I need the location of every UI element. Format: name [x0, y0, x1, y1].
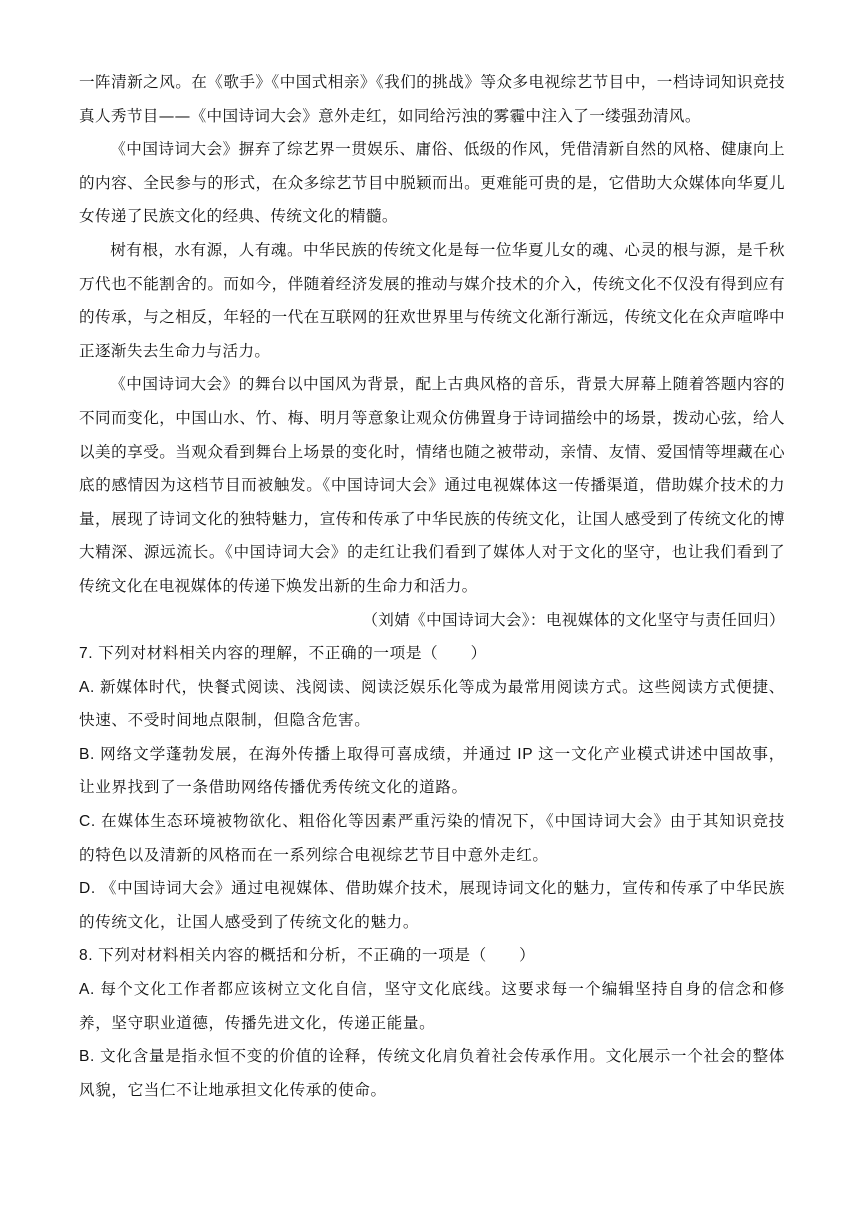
document-page: [79, 66, 785, 1107]
question-option: A. 新媒体时代，快餐式阅读、浅阅读、阅读泛娱乐化等成为最常用阅读方式。这些阅读方式便捷、快速、不受时间地点限制，但隐含危害。: [79, 678, 785, 730]
question-option: C. 在媒体生态环境被物欲化、粗俗化等因素严重污染的情况下，《中国诗词大会》由于其知识竞技的特色以及清新的风格而在一系列综合电视综艺节目中意外走红。: [79, 813, 785, 864]
article-paragraph: 《中国诗词大会》的舞台以中国风为背景，配上古典风格的音乐，背景大屏幕上随着答题内容的不同而变化，中国山水、竹、梅、明月等意象让观众仿佛置身于诗词描绘中的场景，拨动心弦，给人以美的享受。当观众看到舞台上场景的变化时，情绪也随之被带动，亲情、友情、爱国情等埋藏在心底的感情因为这档节目而被触发。《中国诗词大会》通过电视媒体这一传播渠道，借助媒介技术的力量，展现了诗词文化的独特魅力，宣传和传承了中华民族的传统文化，让国人感受到了传统文化的博大精深、源远流长。《中国诗词大会》的走红让我们看到了媒体人对于文化的坚守，也让我们看到了传统文化在电视媒体的传递下焕发出新的生命力和活力。: [79, 375, 785, 595]
question-stem: 8. 下列对材料相关内容的概括和分析，不正确的一项是（ ）: [79, 947, 536, 965]
question-option: B. 文化含量是指永恒不变的价值的诠释，传统文化肩负着社会传承作用。文化展示一个社会的整体风貌，它当仁不让地承担文化传承的使命。: [79, 1048, 785, 1099]
article-paragraph: 树有根，水有源，人有魂。中华民族的传统文化是每一位华夏儿女的魂、心灵的根与源，是千秋万代也不能割舍的。而如今，伴随着经济发展的推动与媒介技术的介入，传统文化不仅没有得到应有的传承，与之相反，年轻的一代在互联网的狂欢世界里与传统文化渐行渐远，传统文化在众声喧哗中正逐渐失去生命力与活力。: [79, 240, 785, 360]
question-stem: 7. 下列对材料相关内容的理解，不正确的一项是（ ）: [79, 645, 487, 663]
question-option: A. 每个文化工作者都应该树立文化自信，坚守文化底线。这要求每一个编辑坚持自身的信念和修养，坚守职业道德，传播先进文化，传递正能量。: [79, 981, 785, 1032]
question-option: B. 网络文学蓬勃发展，在海外传播上取得可喜成绩，并通过 IP 这一文化产业模式讲述中国故事，让业界找到了一条借助网络传播优秀传统文化的道路。: [79, 745, 785, 797]
question-option: D. 《中国诗词大会》通过电视媒体、借助媒介技术，展现诗词文化的魅力，宣传和传承了中华民族的传统文化，让国人感受到了传统文化的魅力。: [79, 880, 785, 931]
article-paragraph: 一阵清新之风。在《歌手》《中国式相亲》《我们的挑战》等众多电视综艺节目中，一档诗词知识竞技真人秀节目——《中国诗词大会》意外走红，如同给污浊的雾霾中注入了一缕强劲清风。: [79, 73, 785, 125]
article-paragraph: 《中国诗词大会》摒弃了综艺界一贯娱乐、庸俗、低级的作风，凭借清新自然的风格、健康向上的内容、全民参与的形式，在众多综艺节目中脱颖而出。更难能可贵的是，它借助大众媒体向华夏儿女传递了民族文化的经典、传统文化的精髓。: [79, 140, 785, 226]
article-source: （刘婧《中国诗词大会》：电视媒体的文化坚守与责任回归）: [362, 610, 785, 629]
